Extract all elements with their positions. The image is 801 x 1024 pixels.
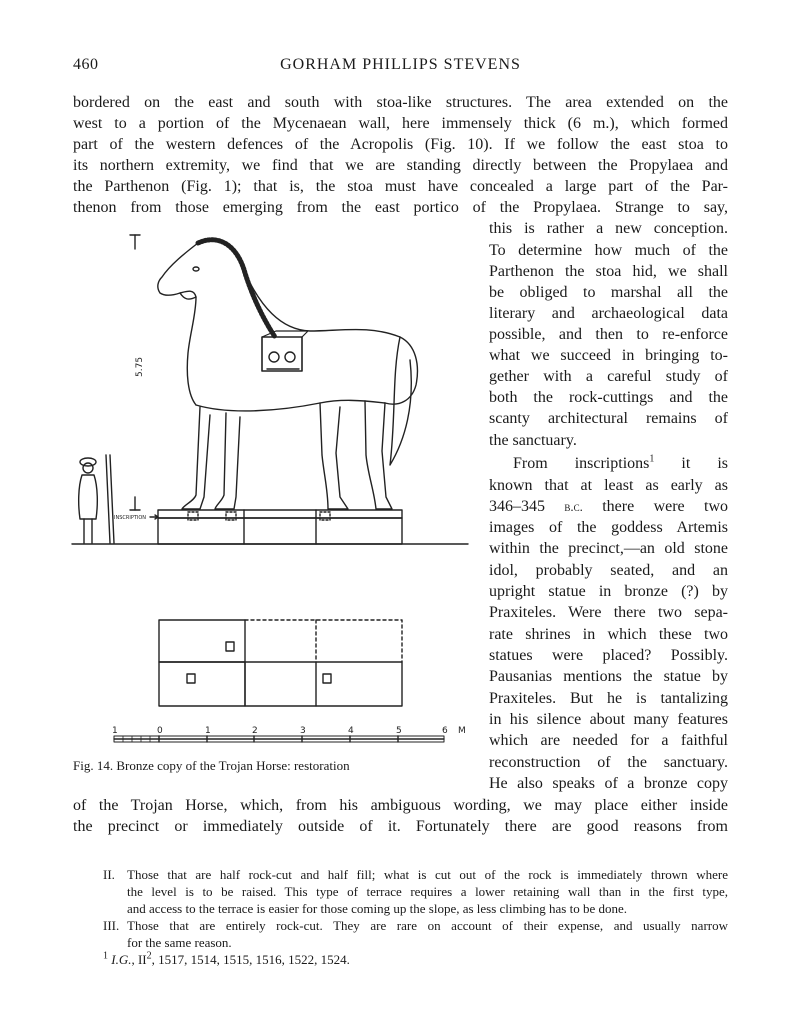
text-line: gether with a careful study of bbox=[489, 368, 728, 385]
horse-panel bbox=[262, 337, 302, 371]
era-abbrev: b.c. bbox=[564, 499, 583, 514]
statue-base bbox=[158, 510, 402, 544]
footnote-1: $^1$ I.G., $II^2$, 1517, 1514, 1515, 1516, 1522, 1524. bbox=[103, 950, 350, 967]
text-line: both the rock-cuttings and the bbox=[489, 389, 728, 406]
text-line: Pausanias mentions the statue by bbox=[489, 668, 728, 685]
plan-drawing bbox=[159, 620, 402, 706]
height-label: 5.75 bbox=[135, 356, 145, 377]
text-line: idol, probably seated, and an bbox=[489, 562, 728, 579]
text-line: west to a portion of the Mycenaean wall, here immensely thick (6 m.), which formed bbox=[73, 115, 728, 132]
text-line: Parthenon the stoa hid, we shall bbox=[489, 263, 728, 280]
scale-label: 5 bbox=[396, 726, 402, 736]
text-line: Praxiteles. Were there two sepa- bbox=[489, 604, 728, 621]
scale-label: 2 bbox=[252, 726, 258, 736]
horse-jaw bbox=[180, 293, 196, 299]
list-number: III. bbox=[103, 918, 120, 933]
ig-refs: 1517, 1514, 1515, 1516, 1522, 1524. bbox=[158, 952, 350, 967]
word: it bbox=[681, 455, 691, 472]
text-line: of the Trojan Horse, which, from his ambiguous wording, we may place either inside bbox=[73, 797, 728, 814]
scale-label: 3 bbox=[300, 726, 306, 736]
footnote-line: the level is to be raised. This type of terrace requires a lower retaining wall than in the first type, bbox=[127, 884, 728, 899]
ig-edition: 2 bbox=[146, 950, 152, 962]
footnote-line: Those that are entirely rock-cut. They are rare on account of their expense, and usually narrow bbox=[127, 918, 728, 933]
word bbox=[575, 455, 655, 472]
horse-eye bbox=[193, 267, 199, 271]
horse-head bbox=[158, 243, 198, 405]
text-line: scanty architectural remains of bbox=[489, 410, 728, 427]
text-line: which are needed for a faithful bbox=[489, 732, 728, 749]
text-line: bordered on the east and south with stoa-like structures. The area extended on the bbox=[73, 94, 728, 111]
scale-label: 4 bbox=[348, 726, 354, 736]
scale-unit: M bbox=[458, 726, 466, 736]
text-line: in his silence about many features bbox=[489, 711, 728, 728]
height-marker-bottom bbox=[130, 497, 140, 510]
text-line: the Parthenon (Fig. 1); that is, the stoa must have concealed a large part of the Par- bbox=[73, 178, 728, 195]
horse-drawing bbox=[158, 240, 418, 509]
word: is bbox=[717, 455, 728, 472]
height-marker-top bbox=[130, 235, 140, 249]
date-range: 346–345 bbox=[489, 498, 545, 515]
horse-front-leg bbox=[215, 413, 240, 509]
footnote-line: Those that are half rock-cut and half fill; what is cut out of the rock is immediately thrown where bbox=[127, 867, 728, 882]
scale-label: 0 bbox=[157, 726, 163, 736]
text-line: the precinct or immediately outside of it. Fortunately there are good reasons from bbox=[73, 818, 728, 835]
inscription-arrow bbox=[150, 515, 158, 519]
text-line: part of the western defences of the Acropolis (Fig. 10). If we follow the east stoa to bbox=[73, 136, 728, 153]
human-figure bbox=[79, 455, 114, 543]
text-line: possible, and then to re-enforce bbox=[489, 326, 728, 343]
horse-tail bbox=[390, 337, 411, 465]
ig-abbrev: I.G. bbox=[111, 952, 132, 967]
footnote-ref: 1 bbox=[649, 453, 655, 465]
footnote-line: and access to the terrace is easier for those coming up the slope, as less climbing has to be done. bbox=[127, 901, 627, 916]
text-line: its northern extremity, we find that we are standing directly between the Propylaea and bbox=[73, 157, 728, 174]
text-line: what we succeed in bringing to- bbox=[489, 347, 728, 364]
text-line: Praxiteles. But he is tantalizing bbox=[489, 690, 728, 707]
horse-belly bbox=[196, 400, 385, 411]
running-title: GORHAM PHILLIPS STEVENS bbox=[280, 56, 521, 73]
text-fragment: there were two bbox=[602, 498, 729, 515]
horse-hind-leg bbox=[320, 403, 348, 509]
trojan-horse-figure bbox=[70, 225, 475, 750]
text-line: reconstruction of the sanctuary. bbox=[489, 754, 728, 771]
horse-back bbox=[245, 273, 417, 404]
text-line: statues were placed? Possibly. bbox=[489, 647, 728, 664]
scale-label: 6 bbox=[442, 726, 448, 736]
text-line: the sanctuary. bbox=[489, 432, 577, 449]
text-line: be obliged to marshal all the bbox=[489, 284, 728, 301]
text-line: within the precinct,—an old stone bbox=[489, 540, 728, 557]
footnote-marker: 1 bbox=[103, 950, 108, 962]
horse-hind-leg bbox=[365, 401, 392, 509]
scale-label: 1 bbox=[112, 726, 118, 736]
figure-caption: Fig. 14. Bronze copy of the Trojan Horse: restoration bbox=[73, 758, 350, 773]
text-line: thenon from those emerging from the east portico of the Propylaea. Strange to say, bbox=[73, 199, 728, 216]
scale-bar bbox=[114, 736, 444, 742]
scale-labels bbox=[112, 726, 466, 736]
text-line: To determine how much of the bbox=[489, 242, 728, 259]
scale-label: 1 bbox=[205, 726, 211, 736]
page-number: 460 bbox=[73, 56, 99, 73]
text-line: known that at least as early as bbox=[489, 477, 728, 494]
text-line: He also speaks of a bronze copy bbox=[489, 775, 728, 792]
text-line: rate shrines in which these two bbox=[489, 626, 728, 643]
word-inscriptions: inscriptions bbox=[574, 455, 650, 472]
horse-mane bbox=[198, 240, 275, 337]
inscription-label: INSCRIPTION bbox=[114, 515, 147, 521]
footnote-line: for the same reason. bbox=[127, 935, 232, 950]
text-line: upright statue in bronze (?) by bbox=[489, 583, 728, 600]
text-line: literary and archaeological data bbox=[489, 305, 728, 322]
word: From bbox=[513, 455, 548, 472]
text-line bbox=[513, 453, 728, 474]
text-line: images of the goddess Artemis bbox=[489, 519, 728, 536]
text-line bbox=[489, 496, 728, 517]
text-line: this is rather a new conception. bbox=[489, 220, 728, 237]
list-number: II. bbox=[103, 867, 115, 882]
horse-front-leg bbox=[182, 407, 210, 509]
ig-volume: II bbox=[137, 952, 147, 967]
